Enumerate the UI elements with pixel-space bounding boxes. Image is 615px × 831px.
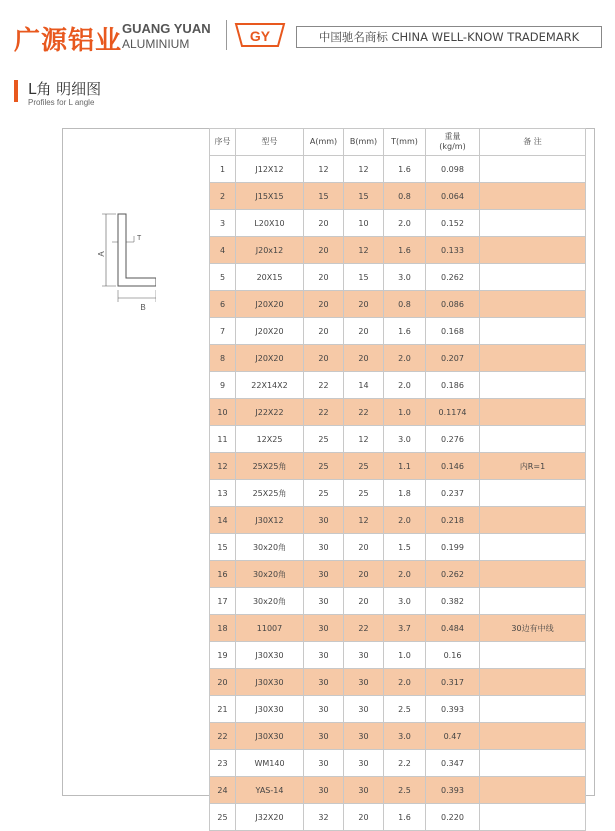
table-cell: 内R=1 (480, 453, 586, 480)
table-cell (480, 372, 586, 399)
table-cell: 0.276 (426, 426, 480, 453)
table-cell: 30 (304, 696, 344, 723)
table-cell: 0.393 (426, 696, 480, 723)
l-angle-profile-diagram (96, 210, 156, 320)
table-cell: 23 (210, 750, 236, 777)
table-row (210, 480, 586, 507)
table-cell: 20 (304, 318, 344, 345)
table-cell: 1.0 (384, 642, 426, 669)
table-cell (480, 480, 586, 507)
table-cell: 0.47 (426, 723, 480, 750)
table-cell: 0.382 (426, 588, 480, 615)
table-cell: 21 (210, 696, 236, 723)
table-header-row (210, 129, 586, 156)
table-cell: 4 (210, 237, 236, 264)
table-row (210, 264, 586, 291)
table-cell: 25 (304, 426, 344, 453)
table-cell: 1.1 (384, 453, 426, 480)
table-cell: 6 (210, 291, 236, 318)
table-cell: 20 (344, 561, 384, 588)
table-cell: J20X20 (236, 291, 304, 318)
section-subtitle: Profiles for L angle (28, 98, 95, 107)
table-cell: 7 (210, 318, 236, 345)
table-cell: 2.0 (384, 561, 426, 588)
table-cell: 9 (210, 372, 236, 399)
table-cell: 11007 (236, 615, 304, 642)
table-cell: 2.0 (384, 345, 426, 372)
table-cell: 20 (304, 210, 344, 237)
table-cell: 20 (344, 318, 384, 345)
table-cell: 2.0 (384, 507, 426, 534)
table-cell: 22 (210, 723, 236, 750)
brand-subname-en: ALUMINIUM (122, 37, 190, 51)
column-header: T(mm) (384, 129, 426, 156)
table-cell: 0.098 (426, 156, 480, 183)
table-row (210, 723, 586, 750)
table-cell: J30X30 (236, 696, 304, 723)
table-cell: 0.168 (426, 318, 480, 345)
table-cell: 20 (304, 291, 344, 318)
brand-header (14, 12, 604, 58)
table-cell: 14 (210, 507, 236, 534)
table-cell: 0.317 (426, 669, 480, 696)
table-cell: L20X10 (236, 210, 304, 237)
table-cell: 0.207 (426, 345, 480, 372)
table-cell (480, 426, 586, 453)
table-cell: 15 (304, 183, 344, 210)
table-cell (480, 399, 586, 426)
table-cell: 15 (344, 183, 384, 210)
table-cell: 2.5 (384, 696, 426, 723)
table-cell: 3.0 (384, 723, 426, 750)
table-cell: 2.2 (384, 750, 426, 777)
table-cell: 30 (304, 723, 344, 750)
table-cell: 12 (210, 453, 236, 480)
table-cell: YAS-14 (236, 777, 304, 804)
table-cell: 0.186 (426, 372, 480, 399)
table-cell: 19 (210, 642, 236, 669)
table-cell: 11 (210, 426, 236, 453)
table-cell: 14 (344, 372, 384, 399)
table-cell: WM140 (236, 750, 304, 777)
section-title: L角 明细图 (28, 80, 102, 98)
table-cell: 3 (210, 210, 236, 237)
table-cell: 0.220 (426, 804, 480, 831)
table-cell: 17 (210, 588, 236, 615)
table-row (210, 534, 586, 561)
table-cell: 2 (210, 183, 236, 210)
table-cell: 0.1174 (426, 399, 480, 426)
table-cell: J30X12 (236, 507, 304, 534)
column-header: 重量 (kg/m) (426, 129, 480, 156)
table-cell: 15 (344, 264, 384, 291)
column-header: 型号 (236, 129, 304, 156)
table-cell: 1.0 (384, 399, 426, 426)
table-cell: 5 (210, 264, 236, 291)
table-cell: 1 (210, 156, 236, 183)
table-cell: 2.0 (384, 210, 426, 237)
table-cell: 0.133 (426, 237, 480, 264)
table-cell (480, 642, 586, 669)
table-cell: J20X20 (236, 318, 304, 345)
dimension-t-label: T (137, 235, 142, 242)
table-row (210, 804, 586, 831)
dimension-a-label: A (97, 251, 106, 257)
table-cell: J30X30 (236, 669, 304, 696)
table-cell: 10 (344, 210, 384, 237)
table-cell: 25 (304, 480, 344, 507)
table-cell: 1.6 (384, 156, 426, 183)
table-cell: 0.086 (426, 291, 480, 318)
table-cell: J30X30 (236, 642, 304, 669)
table-cell (480, 723, 586, 750)
table-cell: 20 (344, 345, 384, 372)
table-cell (480, 534, 586, 561)
table-cell: 12 (344, 156, 384, 183)
table-cell (480, 156, 586, 183)
table-cell: 10 (210, 399, 236, 426)
table-row (210, 426, 586, 453)
table-cell (480, 507, 586, 534)
table-cell: J32X20 (236, 804, 304, 831)
table-cell: 0.064 (426, 183, 480, 210)
table-row (210, 669, 586, 696)
table-cell: 30 (344, 777, 384, 804)
table-cell: 0.16 (426, 642, 480, 669)
table-row (210, 318, 586, 345)
table-cell: J30X30 (236, 723, 304, 750)
brand-name-cn: 广源铝业 (14, 26, 123, 56)
dimension-b-label: B (140, 303, 146, 312)
table-row (210, 453, 586, 480)
table-cell: 1.6 (384, 804, 426, 831)
table-cell: 30边有中线 (480, 615, 586, 642)
table-cell: 0.8 (384, 291, 426, 318)
table-cell (480, 183, 586, 210)
table-row (210, 372, 586, 399)
brand-logo-text: GY (249, 28, 271, 44)
brand-divider (226, 20, 227, 50)
table-cell (480, 264, 586, 291)
table-cell: J15X15 (236, 183, 304, 210)
table-cell (480, 237, 586, 264)
brand-name-en: GUANG YUAN (122, 21, 211, 36)
table-cell: 20 (344, 804, 384, 831)
table-cell: 22X14X2 (236, 372, 304, 399)
table-row (210, 615, 586, 642)
table-cell: 0.262 (426, 264, 480, 291)
table-cell: 30 (344, 669, 384, 696)
table-row (210, 696, 586, 723)
table-cell: 8 (210, 345, 236, 372)
table-cell: 22 (304, 399, 344, 426)
table-cell: 3.0 (384, 426, 426, 453)
table-cell: 12 (344, 237, 384, 264)
table-cell: 2.0 (384, 669, 426, 696)
table-cell: 20X15 (236, 264, 304, 291)
table-cell: 30 (304, 561, 344, 588)
table-cell: 20 (344, 588, 384, 615)
table-cell: 2.0 (384, 372, 426, 399)
table-cell (480, 345, 586, 372)
column-header: 备 注 (480, 129, 586, 156)
table-cell: 20 (210, 669, 236, 696)
table-cell: 30 (344, 750, 384, 777)
section-accent-bar (14, 80, 18, 102)
table-cell: 20 (304, 345, 344, 372)
table-cell: 30 (344, 723, 384, 750)
table-cell: J12X12 (236, 156, 304, 183)
table-cell: J20X20 (236, 345, 304, 372)
table-cell: 0.262 (426, 561, 480, 588)
table-cell (480, 291, 586, 318)
table-cell: 30 (344, 642, 384, 669)
table-cell: 30x20角 (236, 588, 304, 615)
table-row (210, 237, 586, 264)
table-cell: 3.0 (384, 264, 426, 291)
table-cell: 24 (210, 777, 236, 804)
table-cell: 20 (304, 237, 344, 264)
table-cell: 12X25 (236, 426, 304, 453)
table-cell: 20 (304, 264, 344, 291)
table-cell: 25 (344, 480, 384, 507)
table-cell: 22 (344, 615, 384, 642)
table-cell: 3.7 (384, 615, 426, 642)
table-cell: 30 (304, 534, 344, 561)
table-cell (480, 750, 586, 777)
table-cell: 1.6 (384, 237, 426, 264)
table-body (210, 156, 586, 831)
table-cell: 22 (344, 399, 384, 426)
column-header: 序号 (210, 129, 236, 156)
table-row (210, 588, 586, 615)
table-row (210, 642, 586, 669)
table-cell: 12 (344, 507, 384, 534)
l-angle-spec-table (209, 128, 586, 831)
table-row (210, 399, 586, 426)
table-cell: 0.8 (384, 183, 426, 210)
brand-logo-icon (234, 20, 286, 50)
table-cell: 25 (344, 453, 384, 480)
table-cell: 30 (304, 642, 344, 669)
table-cell: 0.484 (426, 615, 480, 642)
table-cell: 0.393 (426, 777, 480, 804)
column-header: A(mm) (304, 129, 344, 156)
table-cell (480, 210, 586, 237)
table-row (210, 561, 586, 588)
table-row (210, 210, 586, 237)
table-row (210, 345, 586, 372)
table-cell: 30 (304, 507, 344, 534)
table-cell: 0.199 (426, 534, 480, 561)
table-cell: 0.237 (426, 480, 480, 507)
table-cell: 30 (304, 615, 344, 642)
table-cell: 16 (210, 561, 236, 588)
table-cell: 0.218 (426, 507, 480, 534)
table-cell (480, 588, 586, 615)
table-cell: 3.0 (384, 588, 426, 615)
table-row (210, 507, 586, 534)
table-cell: 32 (304, 804, 344, 831)
table-row (210, 777, 586, 804)
table-cell: 0.152 (426, 210, 480, 237)
table-cell: 13 (210, 480, 236, 507)
table-cell: 15 (210, 534, 236, 561)
table-cell: 1.5 (384, 534, 426, 561)
table-row (210, 183, 586, 210)
table-cell (480, 669, 586, 696)
table-cell: 1.6 (384, 318, 426, 345)
table-cell: 0.146 (426, 453, 480, 480)
table-cell: J20x12 (236, 237, 304, 264)
table-cell: 30x20角 (236, 534, 304, 561)
table-row (210, 750, 586, 777)
table-cell: 30x20角 (236, 561, 304, 588)
column-header: B(mm) (344, 129, 384, 156)
table-cell: 30 (304, 750, 344, 777)
table-cell (480, 777, 586, 804)
table-cell: 25X25角 (236, 480, 304, 507)
table-cell: 1.8 (384, 480, 426, 507)
table-cell: 0.347 (426, 750, 480, 777)
table-cell (480, 318, 586, 345)
trademark-badge: 中国驰名商标 CHINA WELL-KNOW TRADEMARK (296, 26, 602, 48)
table-cell (480, 696, 586, 723)
table-cell: J22X22 (236, 399, 304, 426)
table-cell: 30 (304, 588, 344, 615)
table-row (210, 291, 586, 318)
table-cell: 2.5 (384, 777, 426, 804)
table-cell: 25 (210, 804, 236, 831)
table-cell: 25X25角 (236, 453, 304, 480)
table-cell: 30 (304, 777, 344, 804)
table-cell: 12 (304, 156, 344, 183)
table-cell: 18 (210, 615, 236, 642)
table-cell: 12 (344, 426, 384, 453)
table-row (210, 156, 586, 183)
table-cell: 22 (304, 372, 344, 399)
table-cell: 20 (344, 291, 384, 318)
table-cell (480, 804, 586, 831)
table-cell: 25 (304, 453, 344, 480)
table-cell (480, 561, 586, 588)
table-cell: 20 (344, 534, 384, 561)
table-cell: 30 (344, 696, 384, 723)
table-cell: 30 (304, 669, 344, 696)
